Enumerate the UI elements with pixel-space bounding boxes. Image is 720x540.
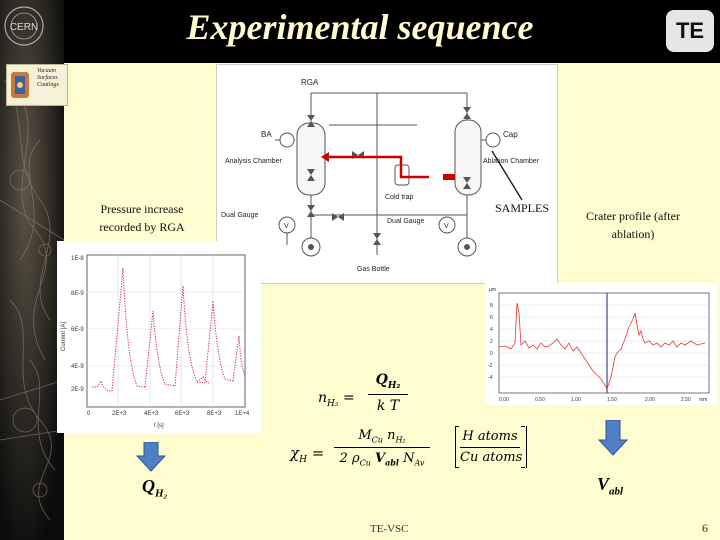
svg-text:-2: -2 xyxy=(488,363,493,369)
svg-text:Cold trap: Cold trap xyxy=(385,194,414,201)
svg-text:8E-9: 8E-9 xyxy=(71,291,84,297)
svg-text:1.00: 1.00 xyxy=(571,397,581,403)
footer-center-text: TE-VSC xyxy=(370,523,409,535)
samples-label: SAMPLES xyxy=(494,201,550,215)
svg-text:2E-9: 2E-9 xyxy=(71,387,84,393)
svg-text:2E+3: 2E+3 xyxy=(112,411,127,417)
svg-text:1E+4: 1E+4 xyxy=(235,411,250,417)
svg-text:t [s]: t [s] xyxy=(154,423,164,429)
svg-text:BA: BA xyxy=(261,130,272,139)
svg-text:6: 6 xyxy=(490,315,493,321)
svg-text:Ablation Chamber: Ablation Chamber xyxy=(483,158,540,165)
te-logo: TE xyxy=(666,10,714,52)
schematic-drawing xyxy=(217,65,557,283)
svg-text:1E-8: 1E-8 xyxy=(71,256,84,262)
down-arrow-left-icon xyxy=(136,442,166,472)
svg-text:6E+3: 6E+3 xyxy=(175,411,190,417)
crater-plot-svg xyxy=(485,283,717,405)
page-number: 6 xyxy=(702,521,708,535)
pressure-increase-label: Pressure increase recorded by RGA xyxy=(99,202,185,234)
vabl-symbol: $V_{abl}$ xyxy=(597,474,624,498)
workshop-logo-text: Vacuum Surfaces Coatings xyxy=(37,68,59,88)
rga-x-ticks xyxy=(87,411,250,417)
svg-text:Dual Gauge: Dual Gauge xyxy=(387,218,425,225)
svg-text:Gas Bottle: Gas Bottle xyxy=(357,266,390,273)
workshop-logo-graphic xyxy=(8,66,36,104)
qh2-symbol: $Q_{H_2}$ xyxy=(142,476,168,500)
svg-text:0: 0 xyxy=(490,351,493,357)
svg-text:CERN: CERN xyxy=(9,22,39,33)
svg-text:1.50: 1.50 xyxy=(607,397,617,403)
svg-text:2.00: 2.00 xyxy=(645,397,655,403)
svg-text:V: V xyxy=(284,223,289,230)
crater-y-ticks xyxy=(488,287,496,381)
crater-profile-label: Crater profile (after ablation) xyxy=(586,209,680,241)
svg-text:4E+3: 4E+3 xyxy=(144,411,159,417)
vacuum-system-schematic xyxy=(216,64,558,284)
workshop-logo xyxy=(6,64,68,106)
svg-text:0.50: 0.50 xyxy=(535,397,545,403)
svg-text:Current [A]: Current [A] xyxy=(61,321,67,351)
svg-text:0: 0 xyxy=(87,411,91,417)
svg-text:6E-9: 6E-9 xyxy=(71,327,84,333)
svg-text:4E-9: 4E-9 xyxy=(71,364,84,370)
rga-y-ticks xyxy=(71,256,84,393)
crater-profile-plot xyxy=(485,283,717,405)
svg-text:Cap: Cap xyxy=(503,130,518,139)
svg-text:-4: -4 xyxy=(488,375,493,381)
svg-text:mm: mm xyxy=(699,397,708,403)
svg-text:2.50: 2.50 xyxy=(681,397,691,403)
svg-text:0.00: 0.00 xyxy=(499,397,509,403)
svg-text:µm: µm xyxy=(489,287,497,293)
svg-text:Analysis Chamber: Analysis Chamber xyxy=(225,158,282,165)
rga-pressure-plot xyxy=(57,241,261,433)
svg-text:Dual Gauge: Dual Gauge xyxy=(221,212,259,219)
svg-text:8E+3: 8E+3 xyxy=(207,411,222,417)
crater-x-ticks xyxy=(499,397,707,403)
svg-text:4: 4 xyxy=(490,327,493,333)
svg-text:V: V xyxy=(444,223,449,230)
down-arrow-right-icon xyxy=(598,420,628,456)
svg-text:2: 2 xyxy=(490,339,493,345)
rga-plot-svg xyxy=(57,241,261,433)
slide-title: Experimental sequence xyxy=(186,7,534,47)
svg-text:8: 8 xyxy=(490,303,493,309)
svg-text:RGA: RGA xyxy=(301,78,319,87)
